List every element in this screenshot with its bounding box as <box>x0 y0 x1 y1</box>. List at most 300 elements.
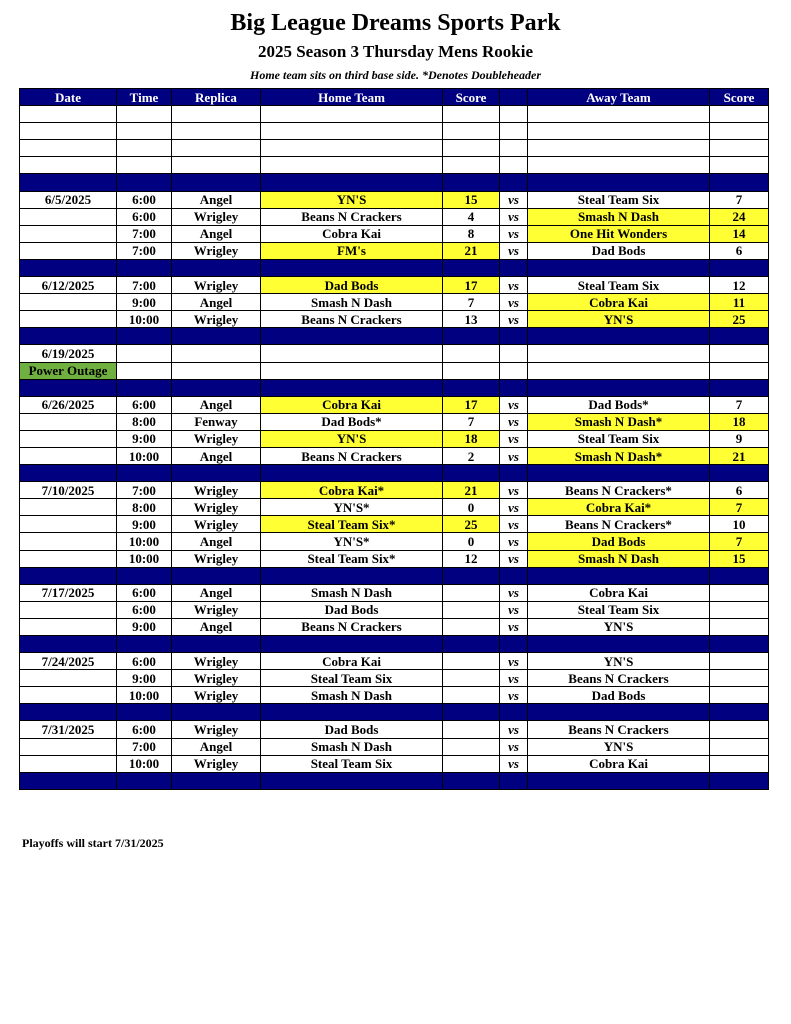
away-score-cell <box>710 721 769 738</box>
table-row <box>20 311 769 328</box>
away-team-cell: YN'S <box>528 311 710 328</box>
time-cell: 9:00 <box>117 516 172 533</box>
home-team-cell: Beans N Crackers <box>261 447 443 464</box>
separator-cell <box>710 379 769 396</box>
replica-cell: Angel <box>172 396 261 413</box>
home-score-cell <box>443 653 500 670</box>
vs-cell: vs <box>500 294 528 311</box>
separator-cell <box>443 328 500 345</box>
vs-cell: vs <box>500 653 528 670</box>
home-team-cell: Cobra Kai* <box>261 482 443 499</box>
col-header-away-score: Score <box>710 89 769 106</box>
time-cell: 10:00 <box>117 687 172 704</box>
home-team-cell: Smash N Dash <box>261 584 443 601</box>
week-separator <box>20 174 769 191</box>
separator-cell <box>710 174 769 191</box>
home-team-cell <box>261 362 443 379</box>
time-cell: 8:00 <box>117 413 172 430</box>
vs-cell <box>500 140 528 157</box>
date-cell: 6/26/2025 <box>20 396 117 413</box>
separator-cell <box>710 704 769 721</box>
home-score-cell: 17 <box>443 277 500 294</box>
away-score-cell <box>710 687 769 704</box>
away-team-cell: Steal Team Six <box>528 277 710 294</box>
away-score-cell: 7 <box>710 396 769 413</box>
away-team-cell: Beans N Crackers <box>528 670 710 687</box>
home-team-cell <box>261 106 443 123</box>
separator-cell <box>528 379 710 396</box>
home-team-cell: Dad Bods* <box>261 413 443 430</box>
away-team-cell: Cobra Kai* <box>528 499 710 516</box>
replica-cell <box>172 106 261 123</box>
time-cell: 6:00 <box>117 653 172 670</box>
away-score-cell: 18 <box>710 413 769 430</box>
replica-cell: Wrigley <box>172 242 261 259</box>
time-cell: 6:00 <box>117 208 172 225</box>
separator-cell <box>117 259 172 276</box>
time-cell <box>117 345 172 362</box>
home-score-cell: 12 <box>443 550 500 567</box>
time-cell: 6:00 <box>117 601 172 618</box>
away-team-cell: Dad Bods* <box>528 396 710 413</box>
separator-cell <box>20 328 117 345</box>
date-cell: 6/12/2025 <box>20 277 117 294</box>
home-score-cell: 21 <box>443 482 500 499</box>
table-row <box>20 140 769 157</box>
replica-cell: Angel <box>172 738 261 755</box>
replica-cell: Angel <box>172 584 261 601</box>
separator-cell <box>528 174 710 191</box>
date-cell: 7/10/2025 <box>20 482 117 499</box>
date-cell <box>20 430 117 447</box>
replica-cell: Angel <box>172 618 261 635</box>
table-header-row <box>20 89 769 106</box>
separator-cell <box>20 772 117 789</box>
away-score-cell <box>710 157 769 174</box>
separator-cell <box>710 772 769 789</box>
time-cell: 7:00 <box>117 482 172 499</box>
away-team-cell: Cobra Kai <box>528 294 710 311</box>
time-cell: 7:00 <box>117 242 172 259</box>
vs-cell: vs <box>500 447 528 464</box>
week-separator <box>20 328 769 345</box>
schedule-body <box>20 106 769 790</box>
table-row <box>20 550 769 567</box>
separator-cell <box>710 567 769 584</box>
col-header-home-team: Home Team <box>261 89 443 106</box>
away-score-cell: 7 <box>710 533 769 550</box>
home-team-cell: Beans N Crackers <box>261 208 443 225</box>
schedule-table <box>19 88 769 790</box>
separator-cell <box>261 379 443 396</box>
replica-cell: Angel <box>172 447 261 464</box>
separator-cell <box>20 704 117 721</box>
time-cell: 6:00 <box>117 396 172 413</box>
home-score-cell <box>443 140 500 157</box>
time-cell: 7:00 <box>117 225 172 242</box>
away-team-cell: Dad Bods <box>528 533 710 550</box>
date-cell <box>20 687 117 704</box>
playoffs-note: Playoffs will start 7/31/2025 <box>22 836 164 850</box>
date-cell <box>20 533 117 550</box>
home-score-cell <box>443 738 500 755</box>
replica-cell: Wrigley <box>172 670 261 687</box>
home-team-cell <box>261 157 443 174</box>
away-score-cell <box>710 653 769 670</box>
separator-cell <box>443 704 500 721</box>
time-cell: 10:00 <box>117 755 172 772</box>
separator-cell <box>443 379 500 396</box>
table-row <box>20 191 769 208</box>
away-score-cell <box>710 755 769 772</box>
away-team-cell <box>528 362 710 379</box>
away-team-cell: Steal Team Six <box>528 430 710 447</box>
home-score-cell <box>443 601 500 618</box>
table-row <box>20 499 769 516</box>
week-separator <box>20 259 769 276</box>
table-row <box>20 106 769 123</box>
vs-cell: vs <box>500 601 528 618</box>
date-cell: 7/17/2025 <box>20 584 117 601</box>
separator-cell <box>500 465 528 482</box>
separator-cell <box>117 465 172 482</box>
replica-cell: Wrigley <box>172 516 261 533</box>
replica-cell: Fenway <box>172 413 261 430</box>
separator-cell <box>172 465 261 482</box>
week-separator <box>20 636 769 653</box>
vs-cell: vs <box>500 208 528 225</box>
separator-cell <box>261 174 443 191</box>
date-cell <box>20 516 117 533</box>
col-header-date: Date <box>20 89 117 106</box>
vs-cell: vs <box>500 738 528 755</box>
away-score-cell <box>710 345 769 362</box>
separator-cell <box>172 174 261 191</box>
home-score-cell <box>443 687 500 704</box>
home-score-cell <box>443 721 500 738</box>
home-team-cell <box>261 140 443 157</box>
away-team-cell: Smash N Dash <box>528 208 710 225</box>
vs-cell: vs <box>500 430 528 447</box>
time-cell <box>117 123 172 140</box>
separator-cell <box>528 465 710 482</box>
away-team-cell: Cobra Kai <box>528 755 710 772</box>
vs-cell: vs <box>500 533 528 550</box>
home-team-cell: Cobra Kai <box>261 225 443 242</box>
home-team-cell: YN'S <box>261 430 443 447</box>
date-cell <box>20 601 117 618</box>
separator-cell <box>261 259 443 276</box>
away-team-cell: YN'S <box>528 618 710 635</box>
separator-cell <box>443 174 500 191</box>
away-score-cell: 24 <box>710 208 769 225</box>
away-team-cell <box>528 140 710 157</box>
vs-cell: vs <box>500 687 528 704</box>
home-team-cell: YN'S <box>261 191 443 208</box>
table-row <box>20 533 769 550</box>
away-team-cell: Cobra Kai <box>528 584 710 601</box>
table-row <box>20 225 769 242</box>
away-score-cell: 15 <box>710 550 769 567</box>
vs-cell: vs <box>500 618 528 635</box>
home-team-cell: Steal Team Six* <box>261 516 443 533</box>
away-score-cell: 10 <box>710 516 769 533</box>
home-score-cell: 4 <box>443 208 500 225</box>
away-score-cell: 6 <box>710 482 769 499</box>
date-cell <box>20 738 117 755</box>
away-score-cell <box>710 584 769 601</box>
table-row <box>20 618 769 635</box>
separator-cell <box>20 174 117 191</box>
home-score-cell: 21 <box>443 242 500 259</box>
time-cell: 10:00 <box>117 311 172 328</box>
home-team-cell: Beans N Crackers <box>261 618 443 635</box>
separator-cell <box>172 772 261 789</box>
replica-cell: Wrigley <box>172 687 261 704</box>
status-badge: Power Outage <box>20 362 117 379</box>
separator-cell <box>172 259 261 276</box>
date-cell <box>20 294 117 311</box>
col-header-replica: Replica <box>172 89 261 106</box>
time-cell: 9:00 <box>117 670 172 687</box>
home-team-cell: YN'S* <box>261 533 443 550</box>
separator-cell <box>117 174 172 191</box>
separator-cell <box>261 636 443 653</box>
home-score-cell <box>443 362 500 379</box>
week-separator <box>20 704 769 721</box>
date-cell <box>20 123 117 140</box>
away-score-cell <box>710 618 769 635</box>
home-team-cell: FM's <box>261 242 443 259</box>
replica-cell: Angel <box>172 191 261 208</box>
separator-cell <box>172 328 261 345</box>
home-score-cell: 8 <box>443 225 500 242</box>
table-row <box>20 482 769 499</box>
replica-cell: Angel <box>172 533 261 550</box>
separator-cell <box>500 704 528 721</box>
date-cell <box>20 208 117 225</box>
col-header-away-team: Away Team <box>528 89 710 106</box>
date-cell <box>20 311 117 328</box>
separator-cell <box>261 704 443 721</box>
home-team-cell: Cobra Kai <box>261 653 443 670</box>
away-team-cell: Beans N Crackers* <box>528 516 710 533</box>
page-title: Big League Dreams Sports Park <box>230 10 561 36</box>
home-score-cell <box>443 755 500 772</box>
home-team-cell: Cobra Kai <box>261 396 443 413</box>
table-row <box>20 208 769 225</box>
date-cell <box>20 157 117 174</box>
vs-cell <box>500 106 528 123</box>
away-team-cell: Beans N Crackers <box>528 721 710 738</box>
separator-cell <box>117 636 172 653</box>
page-subtitle: 2025 Season 3 Thursday Mens Rookie <box>257 42 534 61</box>
home-team-cell: Smash N Dash <box>261 687 443 704</box>
vs-cell: vs <box>500 191 528 208</box>
home-score-cell: 7 <box>443 294 500 311</box>
away-team-cell: Dad Bods <box>528 687 710 704</box>
vs-cell <box>500 123 528 140</box>
replica-cell: Angel <box>172 294 261 311</box>
separator-cell <box>172 567 261 584</box>
date-cell: 6/19/2025 <box>20 345 117 362</box>
table-row <box>20 157 769 174</box>
away-score-cell: 11 <box>710 294 769 311</box>
separator-cell <box>20 379 117 396</box>
home-score-cell <box>443 670 500 687</box>
separator-cell <box>528 636 710 653</box>
col-header-vs <box>500 89 528 106</box>
replica-cell: Wrigley <box>172 721 261 738</box>
col-header-home-score: Score <box>443 89 500 106</box>
home-team-cell: Smash N Dash <box>261 294 443 311</box>
separator-cell <box>117 772 172 789</box>
table-row <box>20 721 769 738</box>
replica-cell: Wrigley <box>172 755 261 772</box>
vs-cell: vs <box>500 670 528 687</box>
vs-cell: vs <box>500 311 528 328</box>
separator-cell <box>528 704 710 721</box>
separator-cell <box>710 259 769 276</box>
home-score-cell: 15 <box>443 191 500 208</box>
separator-cell <box>117 567 172 584</box>
replica-cell <box>172 362 261 379</box>
away-team-cell <box>528 157 710 174</box>
home-score-cell: 18 <box>443 430 500 447</box>
home-team-cell <box>261 345 443 362</box>
separator-cell <box>261 772 443 789</box>
home-score-cell: 13 <box>443 311 500 328</box>
vs-cell: vs <box>500 396 528 413</box>
away-score-cell: 12 <box>710 277 769 294</box>
away-team-cell <box>528 123 710 140</box>
separator-cell <box>710 636 769 653</box>
away-score-cell <box>710 670 769 687</box>
away-team-cell <box>528 106 710 123</box>
away-score-cell <box>710 106 769 123</box>
separator-cell <box>443 465 500 482</box>
week-separator <box>20 567 769 584</box>
away-team-cell: Smash N Dash* <box>528 447 710 464</box>
time-cell: 10:00 <box>117 550 172 567</box>
vs-cell <box>500 157 528 174</box>
time-cell: 7:00 <box>117 277 172 294</box>
home-score-cell <box>443 157 500 174</box>
table-row <box>20 396 769 413</box>
away-team-cell: YN'S <box>528 738 710 755</box>
away-team-cell <box>528 345 710 362</box>
table-row <box>20 516 769 533</box>
date-cell <box>20 413 117 430</box>
away-score-cell: 9 <box>710 430 769 447</box>
home-score-cell <box>443 345 500 362</box>
week-separator <box>20 465 769 482</box>
vs-cell: vs <box>500 242 528 259</box>
away-team-cell: Steal Team Six <box>528 191 710 208</box>
away-score-cell: 7 <box>710 191 769 208</box>
home-score-cell: 0 <box>443 499 500 516</box>
away-team-cell: Steal Team Six <box>528 601 710 618</box>
time-cell: 6:00 <box>117 584 172 601</box>
vs-cell: vs <box>500 499 528 516</box>
date-cell: 7/31/2025 <box>20 721 117 738</box>
table-row <box>20 738 769 755</box>
away-team-cell: Dad Bods <box>528 242 710 259</box>
replica-cell <box>172 123 261 140</box>
separator-cell <box>528 259 710 276</box>
replica-cell <box>172 345 261 362</box>
away-score-cell <box>710 738 769 755</box>
separator-cell <box>20 636 117 653</box>
away-score-cell: 25 <box>710 311 769 328</box>
week-separator <box>20 379 769 396</box>
col-header-time: Time <box>117 89 172 106</box>
separator-cell <box>500 379 528 396</box>
home-score-cell: 0 <box>443 533 500 550</box>
away-score-cell <box>710 601 769 618</box>
table-row <box>20 277 769 294</box>
table-row <box>20 687 769 704</box>
date-cell <box>20 550 117 567</box>
away-team-cell: Smash N Dash* <box>528 413 710 430</box>
table-row <box>20 653 769 670</box>
separator-cell <box>500 328 528 345</box>
separator-cell <box>117 704 172 721</box>
replica-cell: Wrigley <box>172 550 261 567</box>
away-score-cell: 6 <box>710 242 769 259</box>
home-team-cell: Smash N Dash <box>261 738 443 755</box>
separator-cell <box>117 328 172 345</box>
home-team-cell: Steal Team Six <box>261 670 443 687</box>
separator-cell <box>117 379 172 396</box>
home-score-cell: 2 <box>443 447 500 464</box>
home-team-cell: Dad Bods <box>261 277 443 294</box>
separator-cell <box>443 567 500 584</box>
time-cell: 10:00 <box>117 447 172 464</box>
away-score-cell: 21 <box>710 447 769 464</box>
table-row <box>20 294 769 311</box>
home-team-cell: YN'S* <box>261 499 443 516</box>
replica-cell: Wrigley <box>172 208 261 225</box>
home-score-cell: 25 <box>443 516 500 533</box>
separator-cell <box>528 772 710 789</box>
home-score-cell <box>443 123 500 140</box>
replica-cell: Wrigley <box>172 430 261 447</box>
table-row <box>20 242 769 259</box>
away-team-cell: YN'S <box>528 653 710 670</box>
separator-cell <box>261 328 443 345</box>
date-cell: 7/24/2025 <box>20 653 117 670</box>
replica-cell: Angel <box>172 225 261 242</box>
time-cell <box>117 106 172 123</box>
table-row <box>20 362 769 379</box>
separator-cell <box>20 465 117 482</box>
separator-cell <box>500 174 528 191</box>
replica-cell: Wrigley <box>172 653 261 670</box>
table-row <box>20 413 769 430</box>
home-team-cell: Steal Team Six <box>261 755 443 772</box>
time-cell: 6:00 <box>117 721 172 738</box>
schedule-note: Home team sits on third base side. *Denotes Doubleheader <box>250 68 541 82</box>
time-cell: 9:00 <box>117 618 172 635</box>
home-team-cell: Dad Bods <box>261 601 443 618</box>
home-score-cell <box>443 106 500 123</box>
away-score-cell <box>710 123 769 140</box>
separator-cell <box>261 465 443 482</box>
away-score-cell <box>710 362 769 379</box>
table-row <box>20 755 769 772</box>
time-cell <box>117 157 172 174</box>
